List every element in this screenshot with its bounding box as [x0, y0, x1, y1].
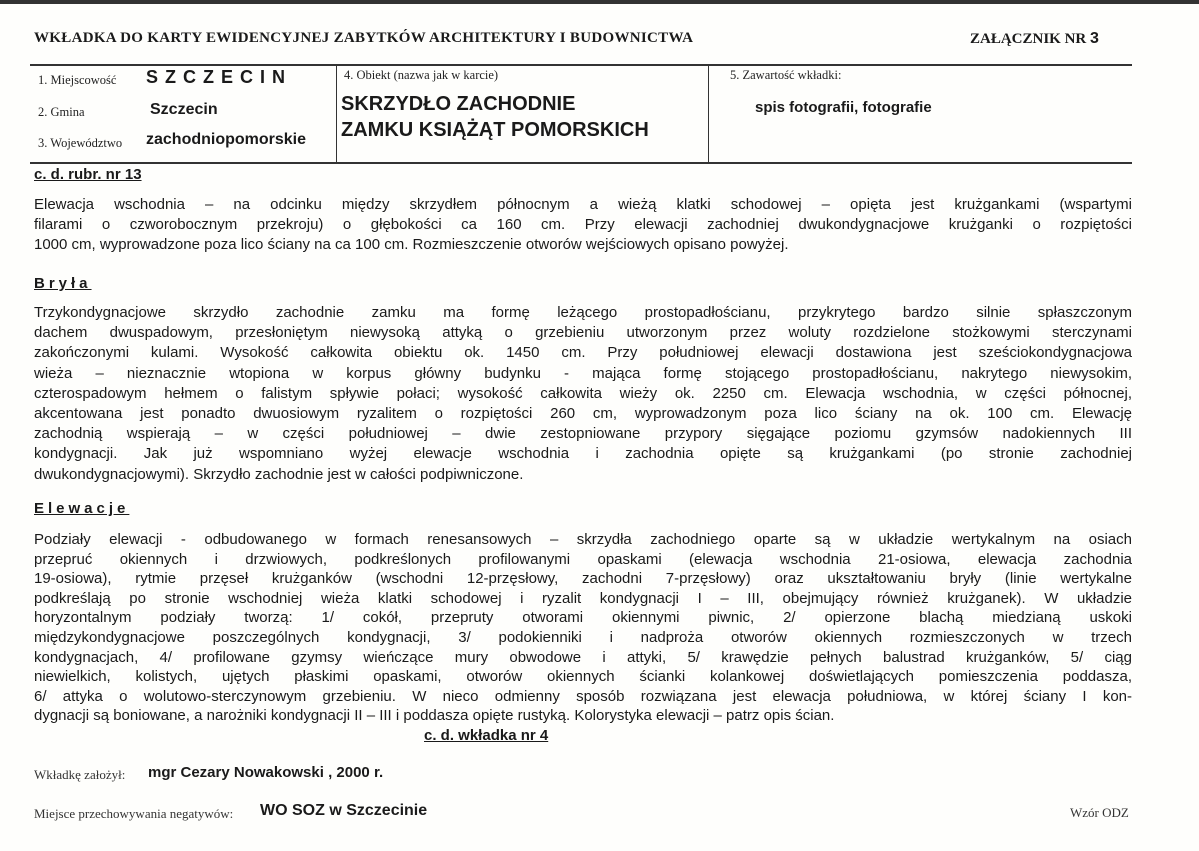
table-bottom-rule	[30, 162, 1132, 164]
annex-number	[970, 30, 1099, 48]
text-line: kondygnacji. Jak już wspomniano wyżej elewacje wschodnia i zachodnia opięte są krużgankami (po stronie zachodniej	[34, 445, 1132, 463]
section-heading-bryla: Bryła	[34, 275, 92, 292]
commune-label: 2. Gmina	[38, 105, 85, 119]
paragraph-elewacje	[34, 530, 1132, 726]
text-line: 19-osiowa), rytmie przęseł krużganków (wschodni 12-przęsłowy, zachodni 7-przęsłowy) oraz ukształtowaniu bryły (linie wertykalne	[34, 570, 1132, 588]
annex-value: 3	[1090, 30, 1099, 47]
scan-edge	[0, 0, 1199, 4]
column-divider	[708, 65, 709, 163]
contents-label: 5. Zawartość wkładki:	[730, 68, 842, 82]
section-heading-elewacje: Elewacje	[34, 500, 130, 517]
text-line: dachem dwuspadowym, przesłoniętym niewysoką attyką o grzebieniu utworzonym przez woluty rozdzielone stożkowymi sterczynami	[34, 324, 1132, 342]
storage-value: WO SOZ w Szczecinie	[260, 802, 428, 819]
document-title: WKŁADKA DO KARTY EWIDENCYJNEJ ZABYTKÓW ARCHITEKTURY I BUDOWNICTWA	[34, 30, 694, 46]
template-label: Wzór ODZ	[1070, 805, 1129, 820]
table-top-rule	[30, 64, 1132, 66]
text-line: akcentowana jest ponadto dwuosiowym ryzalitem o rozpiętości 260 cm, wyprowadzonym poza lico ściany na ok. 100 cm. Elewację	[34, 404, 1132, 422]
object-value-line-2: ZAMKU KSIĄŻĄT POMORSKICH	[341, 119, 649, 141]
text-line: Trzykondygnacjowe skrzydło zachodnie zamku ma formę leżącego prostopadłościanu, przykrytego bardzo silnie spłaszczonym	[34, 304, 1132, 321]
text-line: czterospadowym hełmem o falistym spływie połaci; wysokość całkowita wieży ok. 2250 cm. Elewacja wschodnia, w części północnej,	[34, 384, 1132, 402]
text-line: podkreślają po stronie wschodniej wieża klatki schodowej i ryzalit kondygnacji I – III, obejmujący również krużganek). W układzie	[34, 589, 1132, 607]
text-line: horyzontalnym podziały tworzą: 1/ cokół, przepruty otworami okiennymi piwnic, 2/ opierzone blachą miedzianą uskoki	[34, 609, 1132, 627]
column-divider	[336, 65, 337, 163]
text-line: Elewacja wschodnia – na odcinku między skrzydłem północnym a wieżą klatki schodowej – opięta jest krużgankami (wspartymi	[34, 196, 1132, 213]
locality-label: 1. Miejscowość	[38, 73, 117, 87]
continuation-top: c. d. rubr. nr 13	[34, 166, 142, 183]
text-line: 1000 cm, wyprowadzone poza lico ściany na ca 100 cm. Rozmieszczenie otworów wejściowych opisano powyżej.	[34, 236, 789, 254]
continuation-bottom: c. d. wkładka nr 4	[424, 727, 549, 744]
text-line: zachodnią wspierają – w części południowej – dwie zestopniowane przypory sięgające poziomu gzymsów nadokiennych III	[34, 425, 1132, 443]
commune-value: Szczecin	[150, 101, 218, 118]
text-line: 6/ attyka o wolutowo-sterczynowym grzebieniu. W nieco odmienny sposób rozwiązana jest elewacja południowa, w której ściany I kon-	[34, 687, 1132, 705]
author-label: Wkładkę założył:	[34, 767, 126, 782]
text-line: przepruć okiennych i drzwiowych, podkreślonych profilowanymi opaskami (elewacja wschodnia 21-osiowa, elewacja zachodnia	[34, 550, 1132, 568]
voivodeship-value: zachodniopomorskie	[146, 131, 307, 148]
storage-label: Miejsce przechowywania negatywów:	[34, 806, 234, 821]
author-value: mgr Cezary Nowakowski , 2000 r.	[148, 764, 384, 781]
object-value-line-1: SKRZYDŁO ZACHODNIE	[341, 93, 576, 115]
text-line: dwukondygnacjowymi). Skrzydło zachodnie jest w całości podpiwniczone.	[34, 465, 524, 483]
text-line: filarami o czworobocznym przekroju) o głębokości ca 160 cm. Przy elewacji zachodniej dwukondygnacjowe krużganki o rozpiętości	[34, 216, 1132, 234]
annex-label: ZAŁĄCZNIK NR	[970, 31, 1087, 47]
text-line: wieża – nieznacznie wtopiona w korpus główny budynku - mająca formę stojącego prostopadłościanu, nakrytego niewysokim,	[34, 364, 1132, 382]
text-line: dygnacji są boniowane, a narożniki kondygnacji II – III i poddasza opięte rustyką. Kolorystyka elewacji – patrz opis ścian.	[34, 707, 835, 725]
paragraph-bryla	[34, 303, 1132, 485]
text-line: międzykondygnacjowe poszczególnych kondygnacji, 3/ podokienniki i nadproża otworów okiennych rozmieszczonych w trzech	[34, 628, 1132, 646]
voivodeship-label: 3. Województwo	[38, 136, 123, 150]
text-line: kondygnacjach, 4/ profilowane gzymsy wieńczące mury obwodowe i attyki, 5/ krawędzie pełnych balustrad krużganków, 5/ ciąg	[34, 648, 1132, 666]
text-line: niewielkich, kolistych, ujętych płaskimi opaskami, otworów okiennych ścianki kolankowej doświetlających pomieszczenia poddasza,	[34, 668, 1132, 686]
contents-value: spis fotografii, fotografie	[755, 99, 932, 116]
locality-value: S Z C Z E C I N	[146, 67, 287, 87]
paragraph-east-elevation	[34, 195, 1132, 256]
text-line: zakończonymi kulami. Wysokość całkowita obiektu ok. 1450 cm. Przy południowej elewacji dostawiona jest sześciokondygnacjowa	[34, 344, 1132, 362]
text-line: Podziały elewacji - odbudowanego w formach renesansowych – skrzydła zachodniego oparte są w układzie wertykalnym na osiach	[34, 531, 1132, 548]
object-label: 4. Obiekt (nazwa jak w karcie)	[344, 68, 499, 82]
